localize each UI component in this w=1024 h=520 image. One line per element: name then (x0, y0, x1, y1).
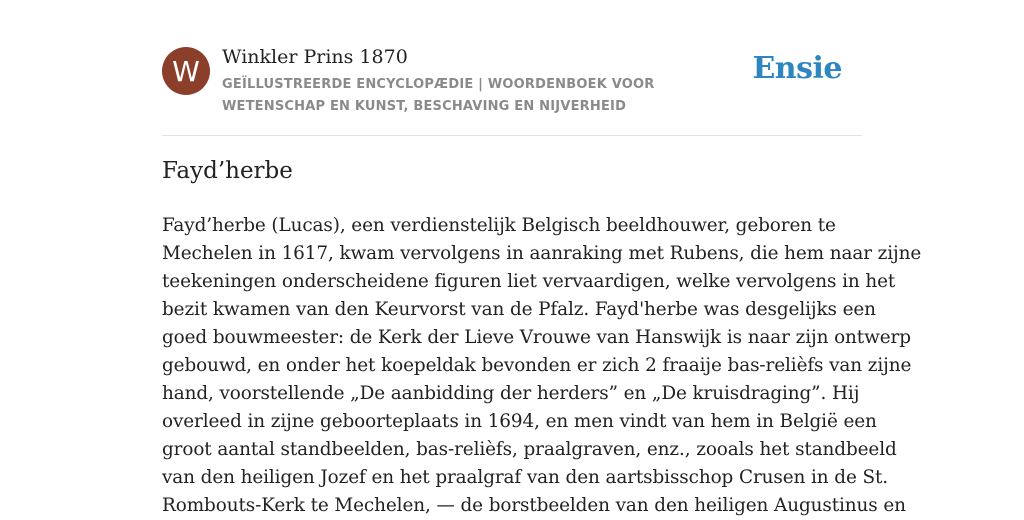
body-line: Mechelen in 1617, kwam vervolgens in aanraking met Rubens, die hem naar zijne (162, 243, 922, 264)
body-line: goed bouwmeester: de Kerk der Lieve Vrouwe van Hanswijk is naar zijn ontwerp (162, 327, 911, 348)
body-line: teekeningen onderscheidene figuren liet vervaardigen, welke vervolgens in het (162, 271, 896, 292)
body-line: hand, voorstellende „De aanbidding der herders” en „De kruisdraging”. Hij (162, 383, 860, 404)
source-subtitle: GEÏLLUSTREERDE ENCYCLOPÆDIE | WOORDENBOEK VOOR WETENSCHAP EN KUNST, BESCHAVING EN NIJVERHEID (222, 77, 655, 114)
entry-title: Fayd’herbe (162, 158, 293, 184)
source-avatar[interactable]: W (162, 47, 210, 95)
body-line: van den heiligen Jozef en het praalgraf van den aartsbisschop Crusen in de St. (162, 467, 889, 488)
body-line: overleed in zijne geboorteplaats in 1694, en men vindt van hem in België een (162, 411, 877, 432)
body-line: gebouwd, en onder het koepeldak bevonden er zich 2 fraaije bas-relièfs van zijne (162, 355, 912, 376)
body-line: bezit kwamen van den Keurvorst van de Pfalz. Fayd'herbe was desgelijks een (162, 299, 876, 320)
source-header (162, 46, 862, 118)
ensie-logo-link[interactable]: Ensie (752, 51, 842, 86)
source-title[interactable]: Winkler Prins 1870 (222, 46, 408, 68)
header-divider (162, 135, 862, 136)
body-line: Rombouts-Kerk te Mechelen, — de borstbeelden van den heiligen Augustinus en (162, 495, 906, 516)
entry-body (162, 212, 922, 520)
body-line: Fayd’herbe (Lucas), een verdienstelijk Belgisch beeldhouwer, geboren te (162, 215, 836, 236)
body-line: groot aantal standbeelden, bas-relièfs, praalgraven, enz., zooals het standbeeld (162, 439, 897, 460)
